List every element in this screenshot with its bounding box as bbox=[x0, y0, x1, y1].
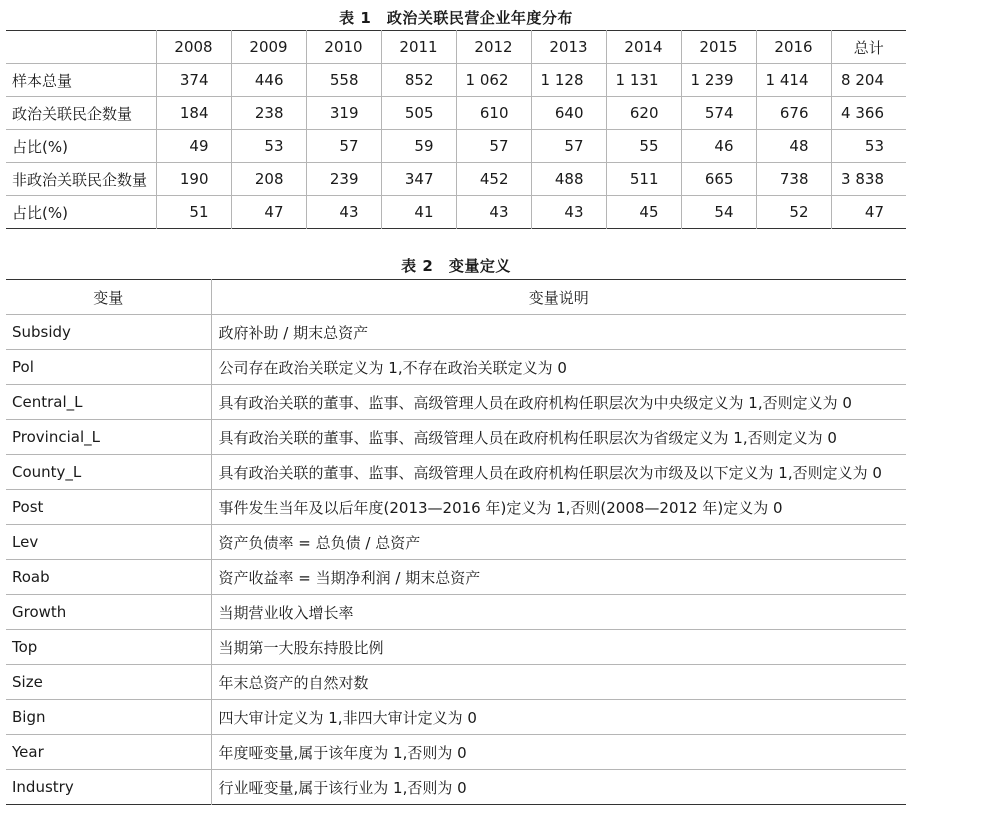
value-cell: 610 bbox=[456, 97, 531, 130]
variable-description: 具有政治关联的董事、监事、高级管理人员在政府机构任职层次为市级及以下定义为 1,否则定义为 0 bbox=[211, 455, 906, 490]
value-cell: 52 bbox=[756, 196, 831, 229]
variable-description: 年末总资产的自然对数 bbox=[211, 665, 906, 700]
value-cell: 54 bbox=[681, 196, 756, 229]
variable-name: Roab bbox=[6, 560, 211, 595]
table-row bbox=[6, 455, 906, 490]
variable-header: 变量 bbox=[6, 280, 211, 315]
description-header: 变量说明 bbox=[211, 280, 906, 315]
variable-description: 事件发生当年及以后年度(2013—2016 年)定义为 1,否则(2008—2012 年)定义为 0 bbox=[211, 490, 906, 525]
table-row bbox=[6, 490, 906, 525]
variable-name: County_L bbox=[6, 455, 211, 490]
value-cell: 208 bbox=[231, 163, 306, 196]
variable-name: Industry bbox=[6, 770, 211, 805]
variable-description: 具有政治关联的董事、监事、高级管理人员在政府机构任职层次为中央级定义为 1,否则定义为 0 bbox=[211, 385, 906, 420]
value-cell: 238 bbox=[231, 97, 306, 130]
table-row bbox=[6, 700, 906, 735]
variable-name: Growth bbox=[6, 595, 211, 630]
table-row bbox=[6, 350, 906, 385]
table-row bbox=[6, 735, 906, 770]
value-cell: 1 131 bbox=[606, 64, 681, 97]
table-row bbox=[6, 97, 906, 130]
table-row bbox=[6, 560, 906, 595]
value-cell: 53 bbox=[831, 130, 906, 163]
value-cell: 1 239 bbox=[681, 64, 756, 97]
header-cell: 2012 bbox=[456, 31, 531, 64]
table-row bbox=[6, 630, 906, 665]
header-cell: 2013 bbox=[531, 31, 606, 64]
value-cell: 374 bbox=[156, 64, 231, 97]
value-cell: 446 bbox=[231, 64, 306, 97]
variable-description: 当期营业收入增长率 bbox=[211, 595, 906, 630]
row-label: 非政治关联民企数量 bbox=[6, 163, 156, 196]
table-row bbox=[6, 770, 906, 805]
value-cell: 852 bbox=[381, 64, 456, 97]
value-cell: 57 bbox=[456, 130, 531, 163]
row-label: 占比(%) bbox=[6, 130, 156, 163]
value-cell: 49 bbox=[156, 130, 231, 163]
variable-description: 资产负债率 = 总负债 / 总资产 bbox=[211, 525, 906, 560]
variable-name: Bign bbox=[6, 700, 211, 735]
variable-name: Post bbox=[6, 490, 211, 525]
header-cell: 2016 bbox=[756, 31, 831, 64]
table-row bbox=[6, 595, 906, 630]
variable-name: Pol bbox=[6, 350, 211, 385]
value-cell: 184 bbox=[156, 97, 231, 130]
value-cell: 47 bbox=[831, 196, 906, 229]
value-cell: 1 062 bbox=[456, 64, 531, 97]
value-cell: 43 bbox=[306, 196, 381, 229]
value-cell: 57 bbox=[531, 130, 606, 163]
variable-description: 当期第一大股东持股比例 bbox=[211, 630, 906, 665]
value-cell: 190 bbox=[156, 163, 231, 196]
value-cell: 45 bbox=[606, 196, 681, 229]
variable-description: 行业哑变量,属于该行业为 1,否则为 0 bbox=[218, 778, 467, 797]
table-row bbox=[6, 163, 906, 196]
row-label: 占比(%) bbox=[12, 203, 68, 222]
table-row bbox=[6, 420, 906, 455]
value-cell: 640 bbox=[531, 97, 606, 130]
table-row bbox=[6, 665, 906, 700]
table-row bbox=[6, 525, 906, 560]
year-distribution-table bbox=[6, 30, 906, 229]
variable-name: Subsidy bbox=[6, 315, 211, 350]
value-cell: 8 204 bbox=[831, 64, 906, 97]
header-cell bbox=[6, 31, 156, 64]
variable-name: Year bbox=[6, 735, 211, 770]
value-cell: 55 bbox=[606, 130, 681, 163]
value-cell: 51 bbox=[156, 196, 231, 229]
value-cell: 1 414 bbox=[756, 64, 831, 97]
row-label: 政治关联民企数量 bbox=[6, 97, 156, 130]
value-cell: 1 128 bbox=[531, 64, 606, 97]
variable-description: 四大审计定义为 1,非四大审计定义为 0 bbox=[211, 700, 906, 735]
table1-caption: 表 1 政治关联民营企业年度分布 bbox=[339, 9, 573, 27]
variable-name: Lev bbox=[6, 525, 211, 560]
header-cell: 2015 bbox=[681, 31, 756, 64]
value-cell: 3 838 bbox=[831, 163, 906, 196]
header-cell: 2014 bbox=[606, 31, 681, 64]
header-cell: 总计 bbox=[831, 31, 906, 64]
header-cell: 2008 bbox=[156, 31, 231, 64]
value-cell: 59 bbox=[381, 130, 456, 163]
value-cell: 239 bbox=[306, 163, 381, 196]
value-cell: 43 bbox=[456, 196, 531, 229]
table-row bbox=[6, 196, 906, 229]
value-cell: 46 bbox=[681, 130, 756, 163]
value-cell: 505 bbox=[381, 97, 456, 130]
value-cell: 574 bbox=[681, 97, 756, 130]
variable-description: 资产收益率 = 当期净利润 / 期末总资产 bbox=[211, 560, 906, 595]
value-cell: 57 bbox=[306, 130, 381, 163]
value-cell: 53 bbox=[231, 130, 306, 163]
variable-description: 政府补助 / 期末总资产 bbox=[211, 315, 906, 350]
value-cell: 43 bbox=[531, 196, 606, 229]
value-cell: 511 bbox=[606, 163, 681, 196]
variable-description: 公司存在政治关联定义为 1,不存在政治关联定义为 0 bbox=[211, 350, 906, 385]
header-cell: 2011 bbox=[381, 31, 456, 64]
table2-header-row bbox=[6, 280, 906, 315]
table-row bbox=[6, 315, 906, 350]
value-cell: 620 bbox=[606, 97, 681, 130]
table2-caption: 表 2 变量定义 bbox=[401, 257, 511, 275]
value-cell: 558 bbox=[306, 64, 381, 97]
table-row bbox=[6, 64, 906, 97]
header-cell: 2010 bbox=[306, 31, 381, 64]
value-cell: 347 bbox=[381, 163, 456, 196]
row-label: 样本总量 bbox=[6, 64, 156, 97]
value-cell: 48 bbox=[756, 130, 831, 163]
table-row bbox=[6, 130, 906, 163]
variable-description: 年度哑变量,属于该年度为 1,否则为 0 bbox=[211, 735, 906, 770]
value-cell: 4 366 bbox=[831, 97, 906, 130]
variable-name: Central_L bbox=[6, 385, 211, 420]
variable-name: Size bbox=[6, 665, 211, 700]
table1-header-row bbox=[6, 31, 906, 64]
value-cell: 665 bbox=[681, 163, 756, 196]
value-cell: 319 bbox=[306, 97, 381, 130]
table-row bbox=[6, 385, 906, 420]
variable-definition-table bbox=[6, 279, 906, 805]
value-cell: 488 bbox=[531, 163, 606, 196]
value-cell: 452 bbox=[456, 163, 531, 196]
value-cell: 41 bbox=[381, 196, 456, 229]
variable-name: Provincial_L bbox=[6, 420, 211, 455]
variable-description: 具有政治关联的董事、监事、高级管理人员在政府机构任职层次为省级定义为 1,否则定义为 0 bbox=[211, 420, 906, 455]
header-cell: 2009 bbox=[231, 31, 306, 64]
value-cell: 47 bbox=[231, 196, 306, 229]
value-cell: 676 bbox=[756, 97, 831, 130]
value-cell: 738 bbox=[756, 163, 831, 196]
variable-name: Top bbox=[6, 630, 211, 665]
